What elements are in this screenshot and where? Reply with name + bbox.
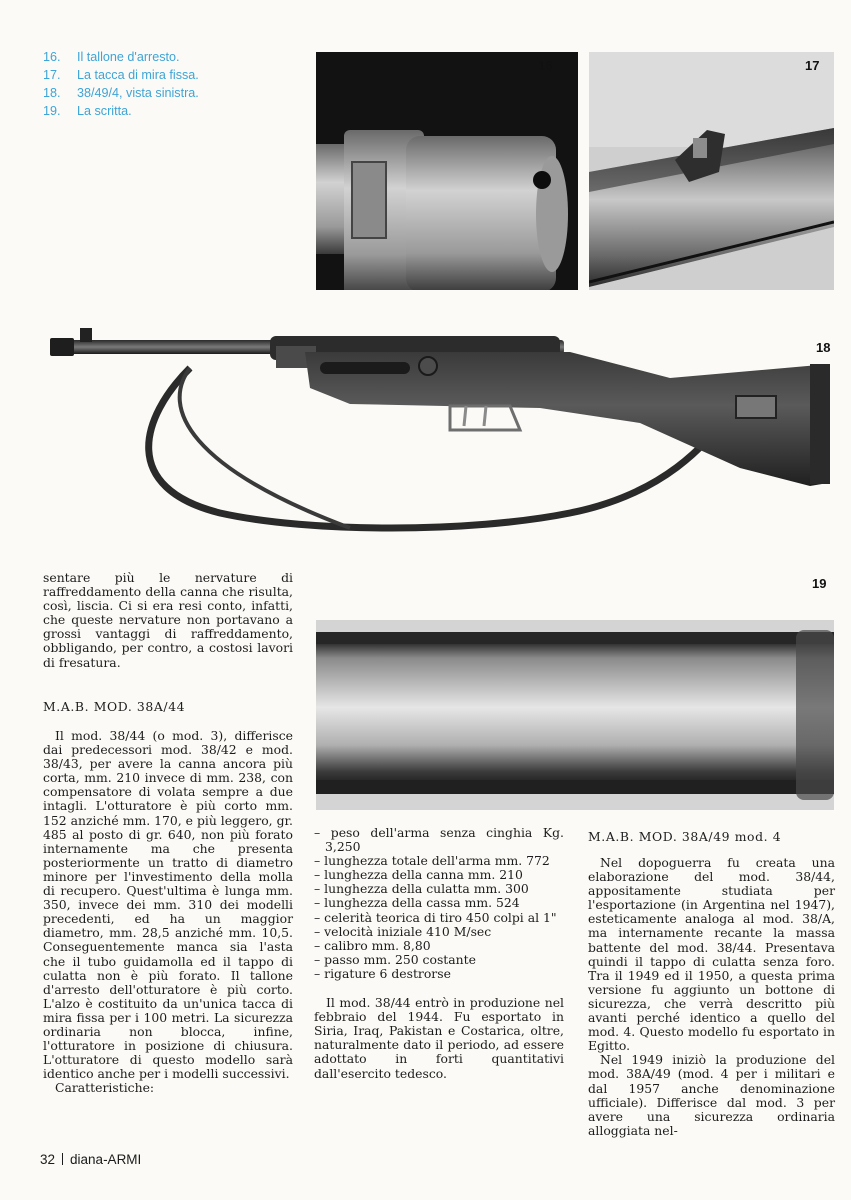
production-1949-paragraph: Nel 1949 iniziò la produzione del mod. 38A/49 (mod. 4 per i militari e dal 1957 anche denominazione ufficiale). Differisce dal mod. 3 per avere una sicurezza ordinaria alloggiata nel- — [588, 1052, 835, 1138]
middle-text-column — [314, 826, 564, 1081]
left-text-column — [43, 571, 293, 670]
spec-item: – peso dell'arma senza cinghia Kg. 3,250 — [314, 826, 564, 854]
caption-19: 19. La scritta. — [43, 104, 132, 118]
rifle-illustration — [50, 318, 840, 548]
figure-number-19: 19 — [812, 576, 827, 591]
spec-item: – velocità iniziale 410 M/sec — [314, 925, 564, 939]
right-text-column — [588, 856, 835, 1138]
spec-item: – lunghezza totale dell'arma mm. 772 — [314, 854, 564, 868]
photo-19-inscription — [316, 620, 834, 810]
body-paragraph-38a44: Il mod. 38/44 (o mod. 3), differisce dai predecessori mod. 38/42 e mod. 38/43, per avere la canna ancora più corta, mm. 210 invece di mm. 238, con compensatore di volata sempre a due intagli. L'otturatore è più corto mm. 152 anziché mm. 170, e più leggero, gr. 485 al posto di gr. 640, non più forato internamente ma che presenta posteriormente un tratto di diametro minore per l'investimento della molla di recupero. Quest'ultima è lunga mm. 350, invece dei mm. 310 dei modelli precedenti, ed ha un maggior diametro, mm. 28,5 anziché mm. 10,5. Conseguentemente manca sia l'asta che il tubo guidamolla ed il tappo di culatta non è più forato. Il tallone d'arresto dell'otturatore è più corto. L'alzo è costituito da un'unica tacca di mira fissa per i 100 metri. La sicurezza ordinaria non blocca, infine, l'otturatore in posizione di chiusura. L'otturatore di questo modello sarà identico anche per i modelli successivi. — [43, 728, 293, 1082]
photo-17-rear-sight — [589, 52, 834, 290]
buffer-illustration — [316, 52, 578, 290]
caption-16: 16. Il tallone d'arresto. — [43, 50, 180, 64]
figure-number-16: 16 — [538, 58, 553, 73]
section-heading-38a49: M.A.B. MOD. 38A/49 mod. 4 — [588, 829, 782, 844]
section-heading-38a44: M.A.B. MOD. 38A/44 — [43, 699, 186, 714]
inscription-illustration — [316, 620, 834, 810]
caption-17: 17. La tacca di mira fissa. — [43, 68, 199, 82]
page-footer — [40, 1152, 141, 1167]
photo-16-buffer — [316, 52, 578, 290]
spec-item: – calibro mm. 8,80 — [314, 939, 564, 953]
figure-number-18: 18 — [816, 340, 831, 355]
spec-item: – rigature 6 destrorse — [314, 967, 564, 981]
rear-sight-illustration — [589, 52, 834, 290]
left-body-text — [43, 729, 293, 1095]
spec-item: – lunghezza della canna mm. 210 — [314, 868, 564, 882]
magazine-name: diana-ARMI — [70, 1152, 142, 1167]
caption-list — [43, 48, 303, 120]
page-number: 32 — [40, 1152, 56, 1167]
specs-list — [314, 826, 564, 981]
spec-item: – celerità teorica di tiro 450 colpi al 1" — [314, 911, 564, 925]
spec-item: – lunghezza della culatta mm. 300 — [314, 882, 564, 896]
intro-paragraph: sentare più le nervature di raffreddamento della canna che risulta, così, liscia. Ci si era resi conto, infatti, che queste nervature non portavano a grossi vantaggi di raffreddamento, obbligando, per contro, a costosi lavori di fresatura. — [43, 570, 293, 670]
production-paragraph: Il mod. 38/44 entrò in produzione nel febbraio del 1944. Fu esportato in Siria, Iraq, Pakistan e Costarica, oltre, naturalmente dato il periodo, ad essere adottato in forti quantitativi dall'esercito tedesco. — [314, 995, 564, 1081]
spec-item: – passo mm. 250 costante — [314, 953, 564, 967]
postwar-paragraph: Nel dopoguerra fu creata una elaborazione del mod. 38/44, appositamente studiata per l'esportazione (in Argentina nel 1947), esteticamente analoga al mod. 38/A, ma internamente recante la massa battente del mod. 38/44. Presentava quindi il tappo di culatta senza foro. Tra il 1949 ed il 1950, a questa prima versione fu aggiunto un bottone di sicurezza, che verrà descritto più avanti perché identico a quello del mod. 4. Questo modello fu esportato in Egitto. — [588, 855, 835, 1054]
caption-18: 18. 38/49/4, vista sinistra. — [43, 86, 199, 100]
spec-item: – lunghezza della cassa mm. 524 — [314, 896, 564, 910]
figure-number-17: 17 — [805, 58, 820, 73]
photo-18-rifle-left-side — [50, 318, 840, 548]
footer-divider — [62, 1153, 63, 1165]
characteristics-label: Caratteristiche: — [55, 1080, 155, 1096]
